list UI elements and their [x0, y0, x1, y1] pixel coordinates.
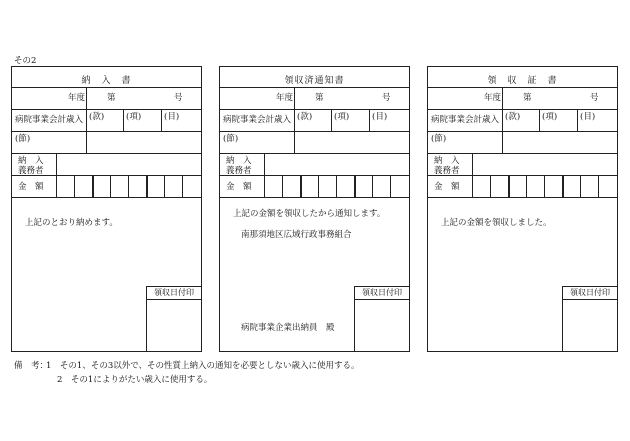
kan-label: (款): [297, 112, 313, 122]
kou-label: (項): [542, 112, 558, 122]
account-label: 病院事業会計歳入: [15, 115, 84, 125]
form-title: 領収済通知書: [284, 76, 345, 86]
amount-label: 金 額: [226, 182, 252, 192]
amount-label: 金 額: [18, 182, 44, 192]
moku-label: (目): [580, 112, 596, 122]
form-series-label: その2: [14, 56, 37, 66]
amount-label: 金 額: [434, 182, 460, 192]
moku-label: (目): [164, 112, 180, 122]
go-label: 号: [174, 93, 183, 103]
dai-label: 第: [107, 93, 116, 103]
payer-label-line1: 納 入: [226, 156, 252, 166]
stamp-label: 領収日付印: [355, 287, 409, 300]
form-message: 上記の金額を領収したから通知します。: [233, 209, 386, 219]
go-label: 号: [590, 93, 599, 103]
ryoshu-shosho-form: [427, 66, 618, 352]
setsu-label: (節): [431, 134, 447, 144]
dai-label: 第: [315, 93, 324, 103]
stamp-label: 領収日付印: [563, 287, 617, 300]
stamp-label: 領収日付印: [147, 287, 201, 300]
form-message: 上記の金額を領収しました。: [441, 218, 552, 228]
receipt-date-stamp-box: [562, 286, 617, 351]
dai-label: 第: [523, 93, 532, 103]
form-message: 上記のとおり納めます。: [25, 218, 118, 228]
ryoshu-zumi-tsuchisho-form: [219, 66, 410, 352]
nendo-label: 年度: [68, 93, 86, 103]
nendo-label: 年度: [484, 93, 502, 103]
form-title: 領 収 証 書: [487, 76, 558, 86]
moku-label: (目): [372, 112, 388, 122]
payer-label-line1: 納 入: [18, 156, 44, 166]
account-label: 病院事業会計歳入: [223, 115, 292, 125]
organization-name: 南那須地区広域行政事務組合: [241, 230, 352, 240]
receipt-date-stamp-box: [354, 286, 409, 351]
notes-label: 備 考：: [14, 361, 49, 371]
kou-label: (項): [334, 112, 350, 122]
setsu-label: (節): [223, 134, 239, 144]
kan-label: (款): [505, 112, 521, 122]
payer-label-line2: 義務者: [434, 166, 460, 176]
receipt-date-stamp-box: [146, 286, 201, 351]
payer-label-line2: 義務者: [18, 166, 44, 176]
kan-label: (款): [89, 112, 105, 122]
note-item: 1 その1、その3以外で、その性質上納入の通知を必要としない歳入に使用する。: [46, 361, 360, 371]
kou-label: (項): [126, 112, 142, 122]
account-label: 病院事業会計歳入: [431, 115, 500, 125]
note-item: 2 その1によりがたい歳入に使用する。: [57, 375, 213, 385]
payer-label-line1: 納 入: [434, 156, 460, 166]
payer-label-line2: 義務者: [226, 166, 252, 176]
setsu-label: (節): [15, 134, 31, 144]
form-title: 納 入 書: [81, 76, 132, 86]
nyunyu-sho-form: [11, 66, 202, 352]
addressee: 病院事業企業出納員 殿: [241, 323, 335, 333]
go-label: 号: [382, 93, 391, 103]
nendo-label: 年度: [276, 93, 294, 103]
